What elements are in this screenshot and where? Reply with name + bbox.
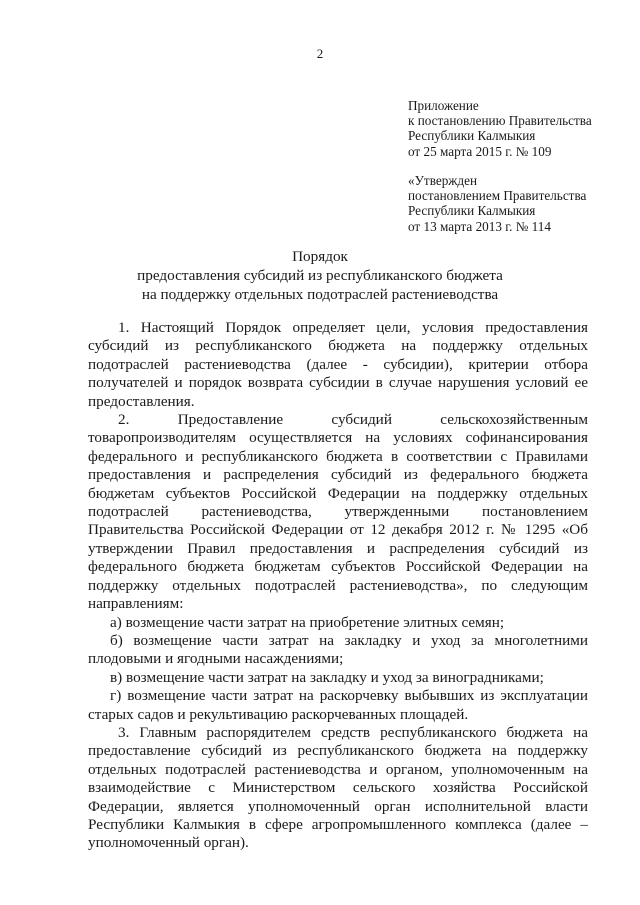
approval-line: Республики Калмыкия bbox=[408, 203, 536, 219]
text-line: бюджетам субъектов Российской Федерации на поддержку отдельных bbox=[88, 484, 588, 502]
text-line: 1. Настоящий Порядок определяет цели, условия предоставления bbox=[118, 319, 588, 336]
text-line: федерального и республиканского бюджета в соответствии с Правилами bbox=[88, 447, 588, 465]
attachment-line: Республики Калмыкия bbox=[408, 128, 536, 144]
text-line: предоставления. bbox=[88, 392, 195, 410]
text-line: получателей и порядок возврата субсидии в случае нарушения условий ее bbox=[88, 374, 588, 392]
text-line: Республики Калмыкия в сфере агропромышленного комплекса (далее – bbox=[88, 815, 588, 833]
text-line: б) возмещение части затрат на закладку и уход за многолетними bbox=[110, 631, 588, 649]
title-heading: Порядок bbox=[292, 248, 348, 265]
text-line: Правительства Российской Федерации от 12 декабря 2012 г. № 1295 «Об bbox=[88, 521, 588, 539]
approval-line: постановлением Правительства bbox=[408, 188, 587, 204]
text-line: старых садов и рекультивацию раскорчеванных площадей. bbox=[88, 705, 469, 723]
title-line: на поддержку отдельных подотраслей растениеводства bbox=[141, 286, 499, 303]
text-line: подотраслей растениеводства (далее - субсидии), критерии отбора bbox=[88, 355, 588, 373]
list-item-g bbox=[88, 687, 588, 724]
text-line: предоставление субсидий из республиканского бюджета на поддержку bbox=[88, 742, 588, 760]
text-line: г) возмещение части затрат на раскорчевку выбывших из эксплуатации bbox=[110, 687, 588, 705]
document-body bbox=[88, 319, 588, 853]
text-line: Федерации, является уполномоченный орган исполнительной власти bbox=[88, 797, 588, 815]
attachment-line: к постановлению Правительства bbox=[408, 113, 592, 129]
text-line: товаропроизводителям осуществляется на условиях софинансирования bbox=[88, 429, 588, 447]
attachment-line: от 25 марта 2015 г. № 109 bbox=[408, 143, 552, 159]
text-line: федерального бюджета бюджетам субъектов Российской Федерации на bbox=[88, 558, 588, 576]
approval-line: от 13 марта 2013 г. № 114 bbox=[408, 218, 551, 234]
list-item-a: а) возмещение части затрат на приобретение элитных семян; bbox=[110, 613, 505, 631]
paragraph-1 bbox=[88, 319, 588, 411]
list-item-v: в) возмещение части затрат на закладку и уход за виноградниками; bbox=[110, 668, 544, 686]
approval-line: «Утвержден bbox=[408, 173, 478, 188]
text-line: 2. Предоставление субсидий сельскохозяйственным bbox=[118, 411, 588, 429]
text-line: отдельных подотраслей растениеводства и органом, уполномоченным на bbox=[88, 760, 588, 778]
text-line: 3. Главным распорядителем средств республиканского бюджета на bbox=[118, 723, 588, 741]
text-line: субсидий из республиканского бюджета на поддержку отдельных bbox=[88, 337, 588, 355]
text-line: плодовыми и ягодными насаждениями; bbox=[88, 650, 344, 668]
title-line: предоставления субсидий из республиканского бюджета bbox=[137, 267, 503, 284]
text-line: взаимодействие с Министерством сельского хозяйства Российской bbox=[88, 779, 588, 797]
text-line: подотраслей растениеводства, утвержденными постановлением bbox=[88, 503, 588, 521]
text-line: утверждении Правил предоставления и распределения субсидий из bbox=[88, 539, 588, 557]
text-line: направлениям: bbox=[88, 595, 184, 613]
text-line: уполномоченный орган). bbox=[88, 834, 249, 852]
list-item-b bbox=[88, 632, 588, 669]
page-number: 2 bbox=[316, 46, 324, 61]
document-title bbox=[0, 247, 640, 304]
paragraph-2 bbox=[88, 411, 588, 613]
text-line: предоставления и распределения субсидий из федерального бюджета bbox=[88, 466, 588, 484]
approval-block bbox=[408, 173, 618, 234]
attachment-block bbox=[408, 98, 618, 159]
text-line: поддержку отдельных подотраслей растениеводства», по следующим bbox=[88, 576, 588, 594]
attachment-line: Приложение bbox=[408, 98, 479, 113]
paragraph-3 bbox=[88, 724, 588, 853]
